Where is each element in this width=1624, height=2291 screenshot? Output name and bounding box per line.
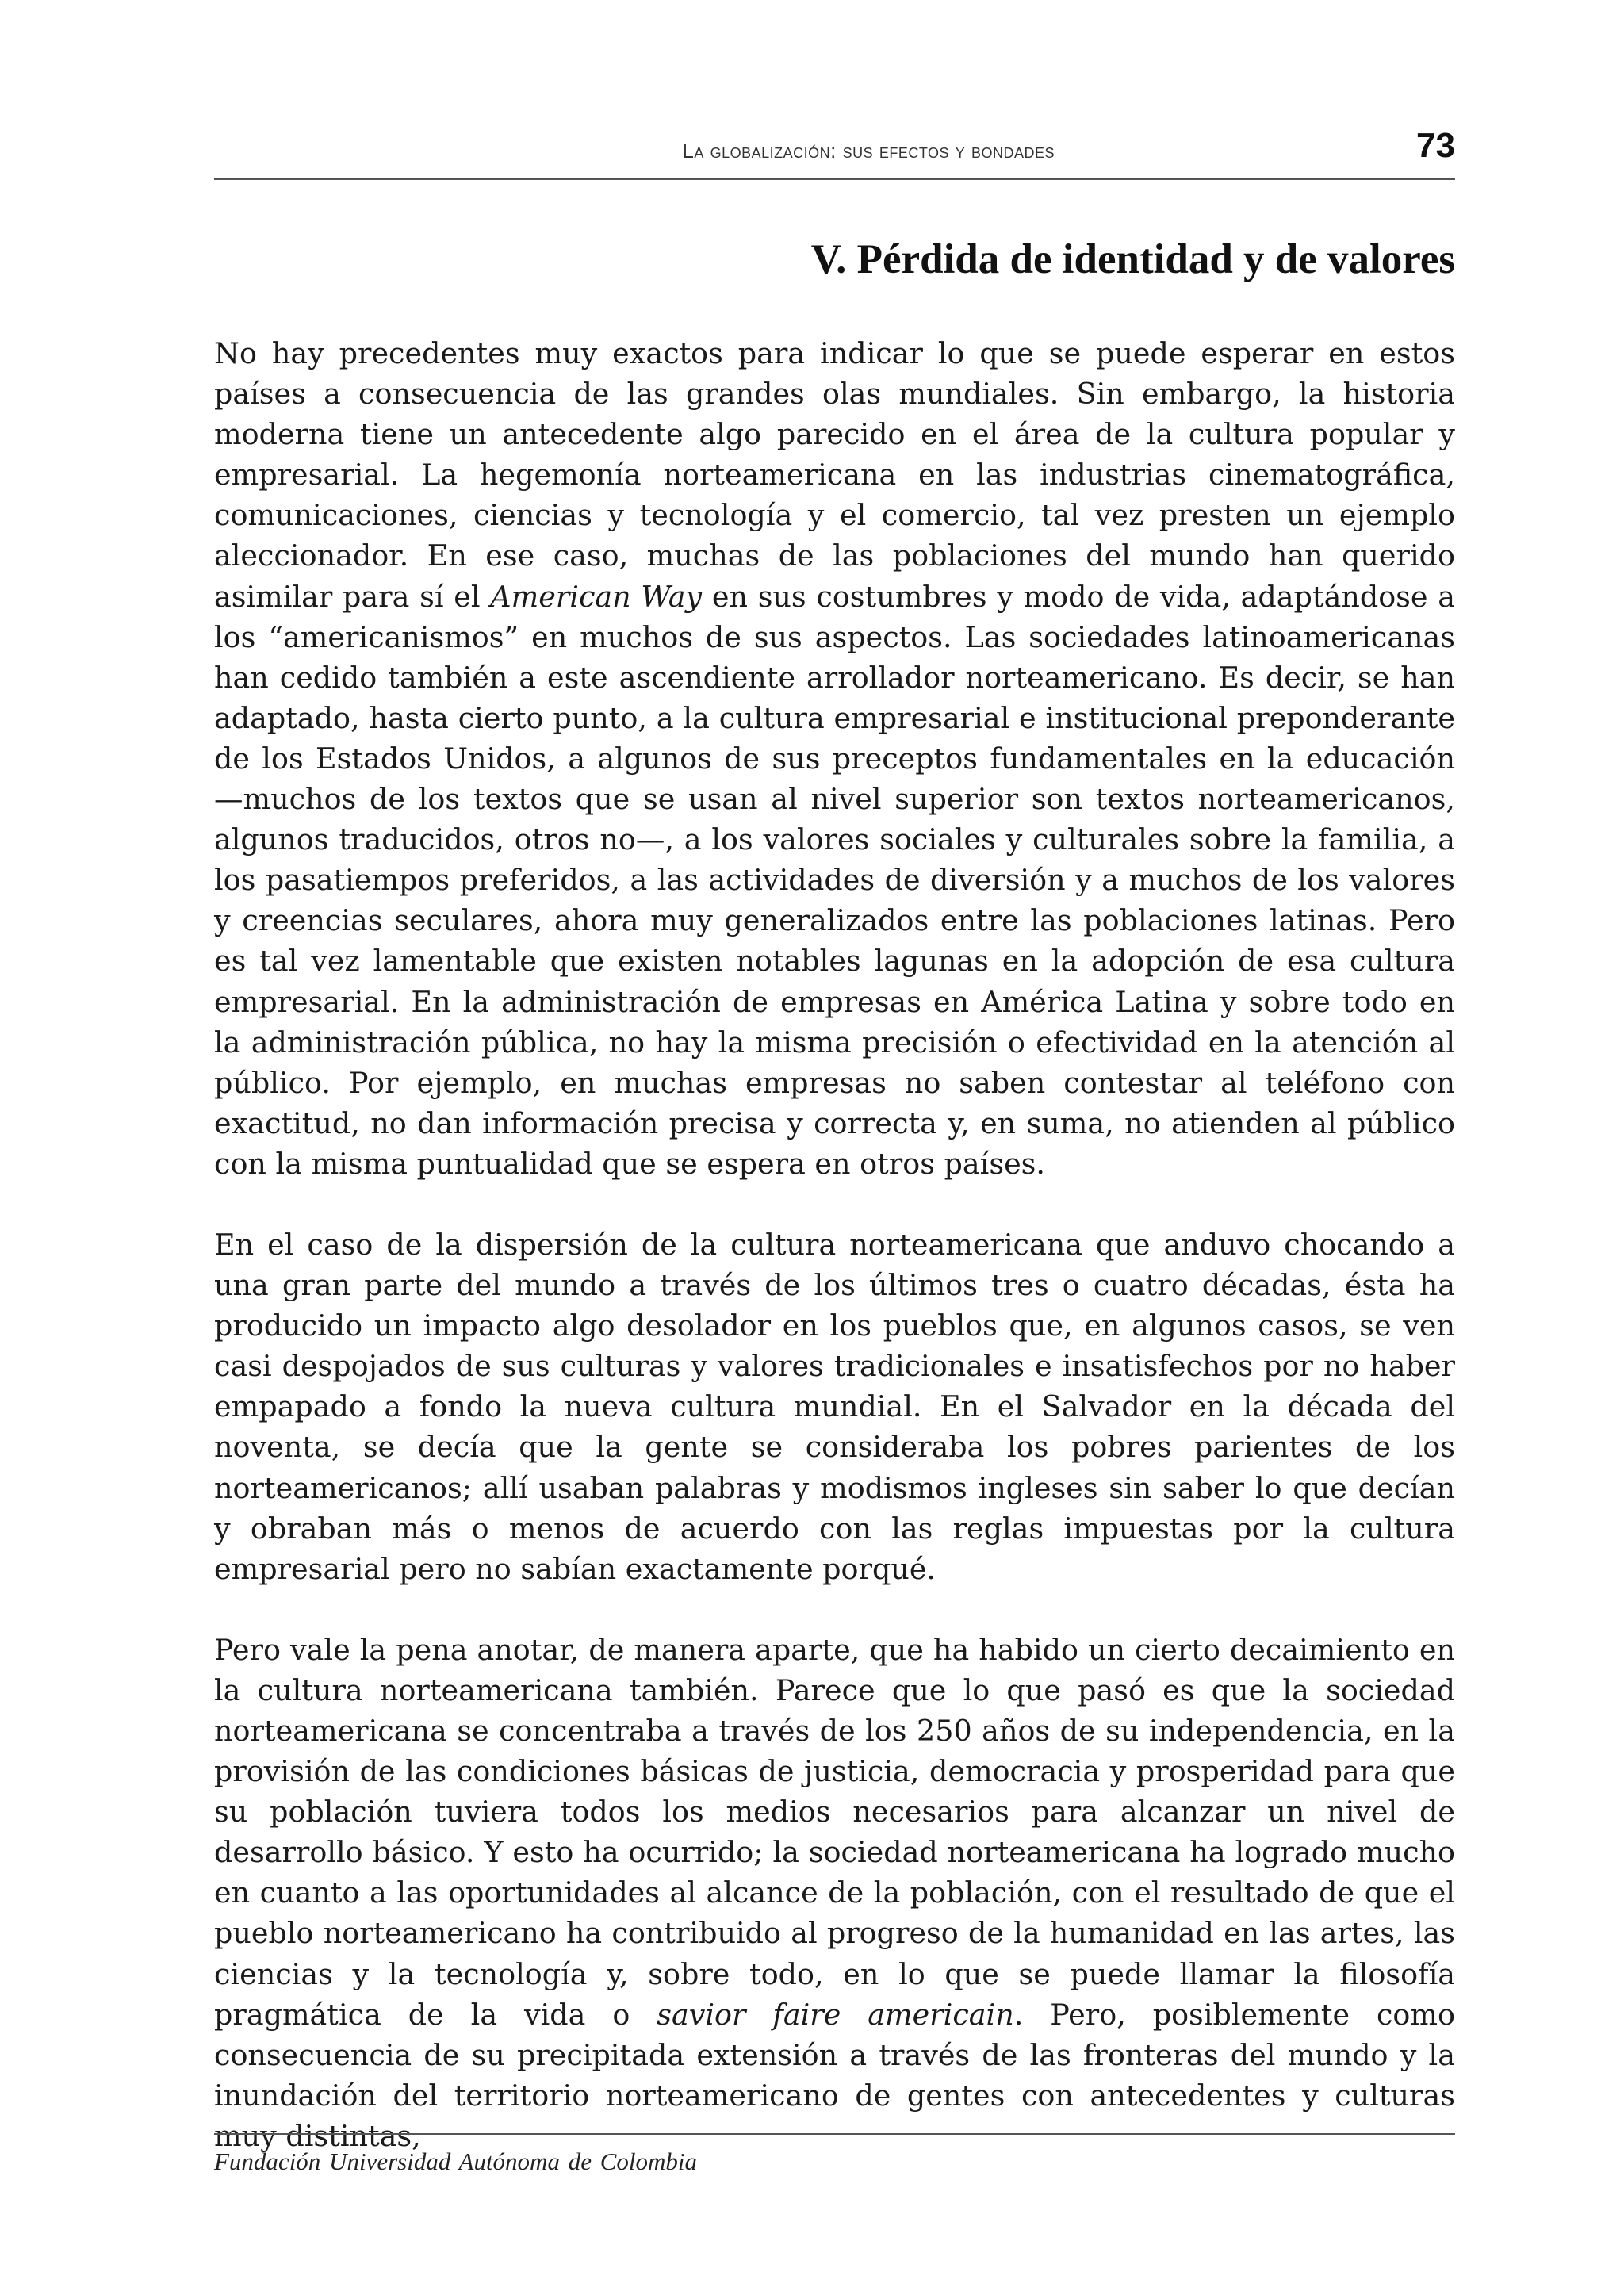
paragraph-1-emphasis: American Way	[490, 579, 703, 614]
body-text	[214, 333, 1455, 2197]
paragraph-3-text-a: Pero vale la pena anotar, de manera aparte, que ha habido un cierto decaimiento en la cultura norteamericana también. Parece que lo que pasó es que la sociedad norteamericana se concentraba a través de los 250 años de su independencia, en la provisión de las condiciones básicas de justicia, democracia y prosperidad para que su población tuviera todos los medios necesarios para alcanzar un nivel de desarrollo básico. Y esto ha ocurrido; la sociedad norteamericana ha logrado mucho en cuanto a las oportunidades al alcance de la población, con el resultado de que el pueblo norteamericano ha contribuido al progreso de la humanidad en las artes, las ciencias y la tecnología y, sobre todo, en lo que se puede llamar la filosofía pragmática de la vida o	[214, 1632, 1455, 2032]
section-heading: V. Pérdida de identidad y de valores	[810, 236, 1455, 282]
paragraph-3	[214, 1630, 1455, 2156]
footer-text: Fundación Universidad Autónoma de Colombia	[214, 2147, 697, 2175]
paragraph-1	[214, 333, 1455, 1184]
paragraph-2: En el caso de la dispersión de la cultura norteamericana que anduvo chocando a una gran parte del mundo a través de los últimos tres o cuatro décadas, ésta ha producido un impacto algo desolador en los pueblos que, en algunos casos, se ven casi despojados de sus culturas y valores tradicionales e insatisfechos por no haber empapado a fondo la nueva cultura mundial. En el Salvador en la década del noventa, se decía que la gente se consideraba los pobres parientes de los norteamericanos; allí usaban palabras y modismos ingleses sin saber lo que decían y obraban más o menos de acuerdo con las reglas impuestas por la cultura empresarial pero no sabían exactamente porqué.	[214, 1227, 1455, 1586]
footer-rule	[214, 2133, 1455, 2135]
paragraph-3-text-b: . Pero, posiblemente como consecuencia de su precipitada extensión a través de las fronteras del mundo y la inundación del territorio norteamericano de gentes con antecedentes y culturas muy distintas,	[214, 1997, 1455, 2153]
running-title: La globalización: sus efectos y bondades	[682, 139, 1055, 163]
page-number: 73	[1416, 126, 1455, 165]
paragraph-3-emphasis: savior faire americain	[657, 1997, 1014, 2032]
paragraph-1-text-a: No hay precedentes muy exactos para indicar lo que se puede esperar en estos países a consecuencia de las grandes olas mundiales. Sin embargo, la historia moderna tiene un antecedente algo parecido en el área de la cultura popular y empresarial. La hegemonía norteamericana en las industrias cinematográfica, comunicaciones, ciencias y tecnología y el comercio, tal vez presten un ejemplo aleccionador. En ese caso, muchas de las poblaciones del mundo han querido asimilar para sí el	[214, 336, 1455, 614]
paragraph-1-text-b: en sus costumbres y modo de vida, adaptándose a los “americanismos” en muchos de sus aspectos. Las sociedades latinoamericanas han cedido también a este ascendiente arrollador norteamericano. Es decir, se han adaptado, hasta cierto punto, a la cultura empresarial e institucional preponderante de los Estados Unidos, a algunos de sus preceptos fundamentales en la educación —muchos de los textos que se usan al nivel superior son textos norteamericanos, algunos traducidos, otros no—, a los valores sociales y culturales sobre la familia, a los pasatiempos preferidos, a las actividades de diversión y a muchos de los valores y creencias seculares, ahora muy generalizados entre las poblaciones latinas. Pero es tal vez lamentable que existen notables lagunas en la adopción de esa cultura empresarial. En la administración de empresas en América Latina y sobre todo en la administración pública, no hay la misma precisión o efectividad en la atención al público. Por ejemplo, en muchas empresas no saben contestar al teléfono con exactitud, no dan información precisa y correcta y, en suma, no atienden al público con la misma puntualidad que se espera en otros países.	[214, 579, 1455, 1181]
running-header	[214, 123, 1455, 180]
